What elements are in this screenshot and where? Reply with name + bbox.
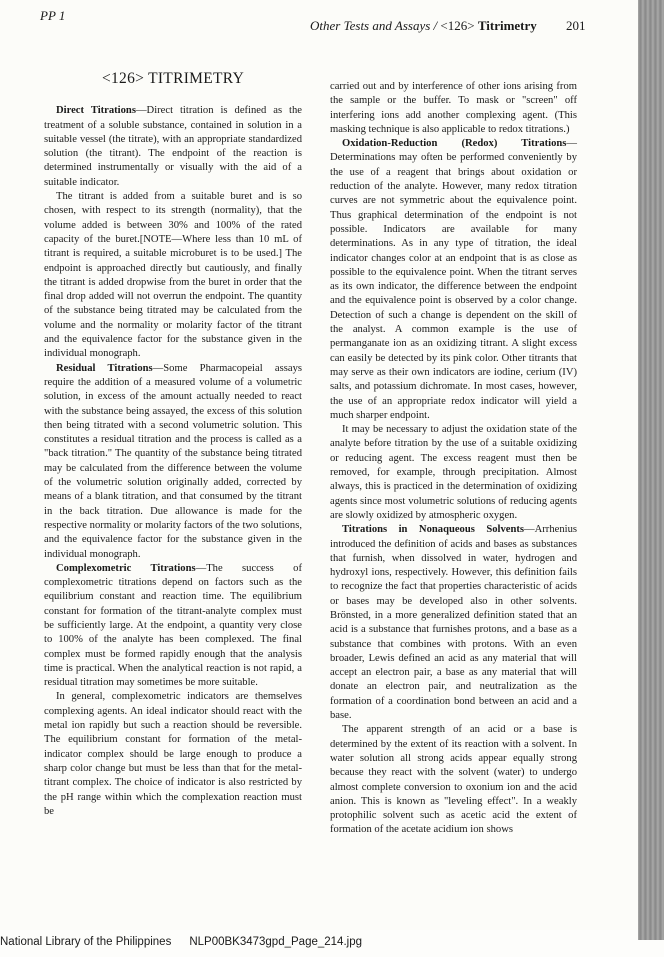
running-head-right	[310, 18, 590, 34]
footer-filename: NLP00BK3473gpd_Page_214.jpg	[189, 936, 362, 948]
right-paragraph	[330, 423, 577, 523]
chapter-title: <126> TITRIMETRY	[101, 70, 245, 87]
running-head-left: PP 1	[40, 8, 66, 23]
paragraph-heading: Titrations in Nonaqueous Solvents	[342, 524, 525, 536]
right-paragraph	[330, 80, 577, 137]
paragraph-text: —Direct titration is defined as the treatment of a soluble substance, contained in solution in a suitable vessel (the titrate), with an appropriate standardized solution (the titrant). The endpoint of the reaction is determined instrumentally or visually with the aid of a suitable indicator.	[44, 105, 302, 188]
left-paragraph	[44, 104, 302, 190]
right-column	[330, 80, 577, 838]
running-head-chapter: Other Tests and Assays	[310, 18, 431, 33]
right-paragraph	[330, 137, 577, 423]
paragraph-heading: Complexometric Titrations	[56, 562, 196, 574]
left-paragraph	[44, 190, 302, 362]
running-head-separator: /	[430, 18, 441, 33]
running-head-topic: Titrimetry	[477, 18, 537, 33]
paragraph-heading: Residual Titrations	[56, 362, 153, 374]
paragraph-text: —Determinations may often be performed conveniently by the use of a reagent that brings about oxidation or reduction of the analyte. However, many redox titration curves are not symmetric about the equivalence point. Thus graphical determination of the endpoint is not possible. Indicators are available for many determinations. As in any type of titration, the ideal indicator changes color at an endpoint that is as close as possible to the equivalence point. When the titrant serves as its own indicator, the difference between the endpoint and the equivalence point is observed by a color change. Detection of such a change is dependent on the skill of the analyst. A common example is the use of permanganate ion as an oxidizing titrant. A slight excess can easily be detected by its pink color. Other titrants that may serve as their own indicators are iodine, cerium (IV) salts, and potassium dichromate. In most cases, however, the use of an appropriate redox indicator will yield a much sharper endpoint.	[330, 138, 577, 421]
left-paragraph	[44, 690, 302, 819]
right-paragraph	[330, 723, 577, 837]
paragraph-heading: Oxidation-Reduction (Redox) Titrations	[342, 138, 567, 150]
scan-footer	[0, 936, 664, 948]
left-column	[44, 68, 302, 819]
paragraph-text: It may be necessary to adjust the oxidation state of the analyte before titration by the use of a suitable oxidizing or reducing agent. The excess reagent must then be removed, for example, through precipitation. Almost always, this is practiced in the determination of oxidizing agents since most volumetric solutions of reducing agents are slowly oxidized by atmospheric oxygen.	[330, 424, 577, 521]
paragraph-text: carried out and by interference of other ions arising from the sample or the buffer. To mask or "screen" off interfering ions add another complexing agent. (This masking technique is also applicable to redox titrations.)	[330, 81, 577, 135]
paragraph-text: —Arrhenius introduced the definition of acids and bases as substances that furnish, when dissolved in water, hydrogen and hydroxyl ions, respectively. However, this definition fails to recognize the fact that properties characteristic of acids or bases may be developed also in other solvents. Brönsted, in a more generalized definition stated that an acid is a substance that furnishes protons, and a base as a substance that combines with protons. With an even broader, Lewis defined an acid as any material that will accept an electron pair, a base as any material that will donate an electron pair, and neutralization as the formation of a coordination bond between an acid and a base.	[330, 524, 577, 722]
right-paragraph	[330, 523, 577, 723]
book-binding-edge	[638, 0, 664, 940]
page-number: 201	[566, 18, 586, 33]
left-paragraph	[44, 362, 302, 562]
footer-library: National Library of the Philippines	[0, 936, 172, 948]
paragraph-text: —The success of complexometric titrations depend on factors such as the equilibrium constant and reaction time. The equilibrium constant for formation of the titrant-analyte complex must be sufficiently large. At the endpoint, a quantity very close to 100% of the analyte has been complexed. The final complex must be formed rapidly enough that the analysis time is practical. When the analytical reaction is not rapid, a residual titration may sometimes be more suitable.	[44, 562, 302, 689]
paragraph-text: The titrant is added from a suitable buret and is so chosen, with respect to its strength (normality), that the volume added is between 30% and 100% of the rated capacity of the buret.[NOTE—Where less than 10 mL of titrant is required, a suitable microburet is to be used.] The endpoint is approached directly but cautiously, and finally the titrant is added dropwise from the buret in order that the final drop added will not overrun the endpoint. The quantity of the substance being titrated may be calculated from the volume and the normality or molarity factor of the titrant and the equivalence factor for the substance given in the individual monograph.	[44, 191, 302, 360]
paragraph-text: —Some Pharmacopeial assays require the addition of a measured volume of a volumetric solution, in excess of the amount actually needed to react with the substance being assayed, the excess of this solution then being titrated with a second volumetric solution. This constitutes a residual titration and the process is called as a "back titration." The quantity of the substance being titrated may be calculated from the difference between the volume of the volumetric solution originally added, corrected by means of a blank titration, and that consumed by the titrant in the back titration. Due allowance is made for the respective normality or molarity factors of the two solutions, and the equivalence factor for the substance given in the individual monograph.	[44, 362, 302, 560]
running-head-section: <126>	[440, 18, 478, 33]
paragraph-text: In general, complexometric indicators are themselves complexing agents. An ideal indicator should react with the metal ion rapidly but such a reaction should be reversible. The equilibrium constant for formation of the metal-indicator complex should be large enough to produce a sharp color change but must be less than that for the metal-titrant complex. The choice of indicator is also restricted by the pH range within which the complexation reaction must be	[44, 691, 302, 817]
left-paragraph	[44, 562, 302, 691]
paragraph-heading: Direct Titrations	[56, 105, 136, 117]
paragraph-text: The apparent strength of an acid or a base is determined by the extent of its reaction with a solvent. In water solution all strong acids appear equally strong because they react with the solvent (water) to undergo almost complete conversion to oxonium ion and the acid anion. This is known as "leveling effect". In a weakly protophilic solvent such as acetic acid the extent of formation of the acetate acidium ion shows	[330, 724, 577, 836]
